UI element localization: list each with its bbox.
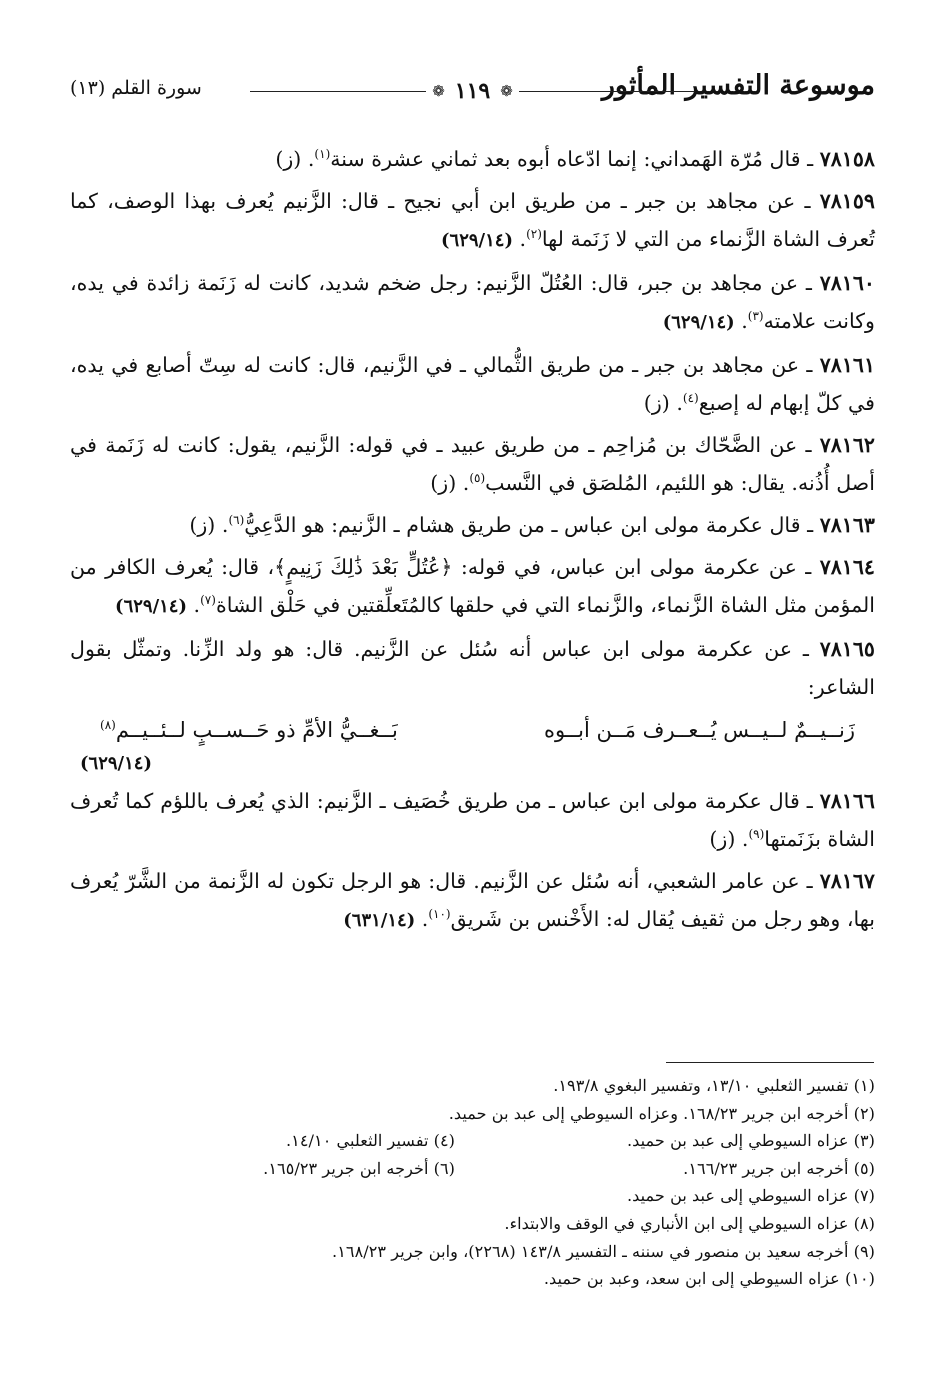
poem-verse [70, 708, 875, 752]
narration-tail: . (ز) [709, 827, 749, 851]
narration-entry [70, 782, 875, 858]
narration-entry [70, 264, 875, 342]
narration-tail: . [187, 593, 201, 617]
narration-text: ـ قال عكرمة مولى ابن عباس ـ من طريق خُصَيف ـ الزَّنيم: الذي يُعرف باللؤم كما تُعرف الشاة بزَنَمتها [70, 789, 875, 851]
poem-hemistich-second: بَــغــيُّ الأمِّ ذو حَــســبٍ لــئــيــم$^{(٨)}$ [100, 718, 398, 742]
book-title: موسوعة التفسير المأثور [601, 70, 875, 101]
ornament-icon: ❁ [432, 82, 445, 100]
narration-number: ٧٨١٦١ [819, 353, 876, 377]
cross-reference: (٦٢٩/١٤) [441, 230, 513, 251]
narration-entry [70, 548, 875, 626]
narration-tail: . [512, 227, 527, 251]
footnote-marker: (٨) [100, 718, 116, 732]
narration-tail: . (ز) [189, 513, 229, 537]
footnote-marker: (١٠) [428, 907, 451, 922]
narration-entry [70, 346, 875, 422]
header-rule-right [519, 91, 695, 92]
footnote-row [70, 1127, 875, 1155]
narration-text: ـ عن مجاهد بن جبر ـ من طريق الثُّمالي ـ في الزَّنيم، قال: كانت له سِتّ أصابع في يده، في كلّ إبهام له إصبع [70, 353, 875, 415]
ornament-icon: ❁ [500, 82, 513, 100]
footnote: (٧) عزاه السيوطي إلى عبد بن حميد. [627, 1186, 875, 1206]
narration-number: ٧٨١٦٢ [819, 433, 875, 457]
footnote-row [70, 1155, 875, 1183]
narration-entry [70, 140, 875, 178]
narration-tail: . [415, 907, 429, 931]
footnote: (٦) أخرجه ابن جرير ١٦٥/٢٣. [263, 1158, 455, 1178]
narration-number: ٧٨١٥٨ [819, 147, 875, 171]
footnote-marker: (٥) [469, 471, 486, 486]
narration-entry [70, 506, 875, 544]
cross-reference: (٦٣١/١٤) [343, 910, 416, 931]
narration-text: ـ قال عكرمة مولى ابن عباس ـ من طريق هشام ـ الزَّنيم: هو الدَّعِيُّ [244, 513, 820, 537]
narration-number: ٧٨١٦٦ [819, 789, 875, 813]
footnote-marker: (٦) [228, 513, 245, 528]
narration-tail: . [734, 309, 748, 333]
page-number: ١١٩ [454, 78, 491, 104]
narration-text: ـ عن عكرمة مولى ابن عباس، في قوله: ﴿عُتُلٍّ بَعْدَ ذَٰلِكَ زَنِيمٍ﴾، قال: يُعرف الكافر من المؤمن مثل الشاة الزَّنماء، والزَّنماء التي في حلقها كالمُتَعلِّقتين في حَلْق الشاة [70, 555, 875, 617]
narration-tail: . (ز) [643, 391, 683, 415]
surah-name: سورة القلم (١٣) [70, 77, 202, 99]
narration-text: ـ عن مجاهد بن جبر ـ من طريق ابن أبي نجيح ـ قال: الزَّنيم يُعرف بهذا الوصف، كما تُعرف الشاة الزَّنماء من التي لا زَنَمة لها [70, 189, 875, 251]
footnote-marker: (٢) [526, 227, 542, 242]
narration-text: ـ عن عامر الشعبي، أنه سُئل عن الزَّنيم. قال: هو الرجل تكون له الزَّنمة من الشَّرّ يُعرف بها، وهو رجل من ثقيف يُقال له: الأَخْنس بن شَريق [70, 869, 875, 931]
narration-number: ٧٨١٦٣ [819, 513, 875, 537]
narration-text: ـ عن الضَّحّاك بن مُزاحِم ـ من طريق عبيد ـ في قوله: الزَّنيم، يقول: كانت له زَنَمة في أصل أُذُنه. يقال: هو اللئيم، المُلصَق في النَّسب [70, 433, 875, 495]
narration-tail: . (ز) [430, 471, 470, 495]
footnote-marker: (٤) [682, 391, 699, 406]
narration-number: ٧٨١٥٩ [819, 189, 875, 213]
cross-reference: (٦٢٩/١٤) [662, 312, 735, 333]
narration-text: ـ قال مُرّة الهَمداني: إنما ادّعاه أبوه بعد ثماني عشرة سنة [330, 147, 820, 171]
narration-number: ٧٨١٦٧ [819, 869, 875, 893]
footnote: (٢) أخرجه ابن جرير ١٦٨/٢٣. وعزاه السيوطي إلى عبد بن حميد. [448, 1103, 875, 1123]
footnote-marker: (٩) [748, 827, 765, 842]
narration-entry [70, 426, 875, 502]
footnote: (٨) عزاه السيوطي إلى ابن الأنباري في الوقف والابتداء. [504, 1213, 875, 1233]
footnotes [70, 1072, 875, 1293]
footnote-marker: (٧) [200, 593, 216, 608]
footnote: (٥) أخرجه ابن جرير ١٦٦/٢٣. [683, 1158, 875, 1178]
footnote: (٩) أخرجه سعيد بن منصور في سننه ـ التفسير ١٤٣/٨ (٢٢٦٨)، وابن جرير ١٦٨/٢٣. [332, 1241, 875, 1261]
header-rule-left [250, 91, 426, 92]
narration-number: ٧٨١٦٠ [819, 271, 875, 295]
footnote: (٣) عزاه السيوطي إلى عبد بن حميد. [627, 1131, 875, 1151]
narration-entry [70, 182, 875, 260]
narration-number: ٧٨١٦٥ [819, 637, 875, 661]
footnote: (١) تفسير الثعلبي ١٣/١٠، وتفسير البغوي ١٩٣/٨. [553, 1076, 875, 1095]
narration-entry [70, 862, 875, 940]
cross-reference: (٦٢٩/١٤) [80, 753, 152, 774]
narration-tail: . (ز) [275, 147, 315, 171]
narration-text: ـ عن مجاهد بن جبر، قال: العُتُلّ الزَّنيم: رجل ضخم شديد، كانت له زَنَمة زائدة في يده، وكانت علامته [70, 271, 875, 333]
footnote: (١٠) عزاه السيوطي إلى ابن سعد، وعبد بن حميد. [543, 1269, 875, 1289]
poem-hemistich-first: زَنــيــمٌ لــيــس يُــعــرف مَــن أبــوه [543, 718, 855, 742]
page-number-bar [250, 76, 695, 106]
narration-text: ـ عن عكرمة مولى ابن عباس أنه سُئل عن الزَّنيم. قال: هو ولد الزِّنا. وتمثّل بقول الشاعر: [70, 637, 875, 699]
narration-number: ٧٨١٦٤ [819, 555, 875, 579]
narration-entry [70, 630, 875, 706]
main-text [70, 140, 875, 944]
cross-reference: (٦٢٩/١٤) [115, 596, 188, 617]
footnote: (٤) تفسير الثعلبي ١٤/١٠. [286, 1131, 455, 1151]
footnote-marker: (١) [314, 147, 331, 162]
page-header [70, 68, 875, 108]
footnote-separator [666, 1062, 874, 1063]
footnote-marker: (٣) [747, 309, 764, 324]
